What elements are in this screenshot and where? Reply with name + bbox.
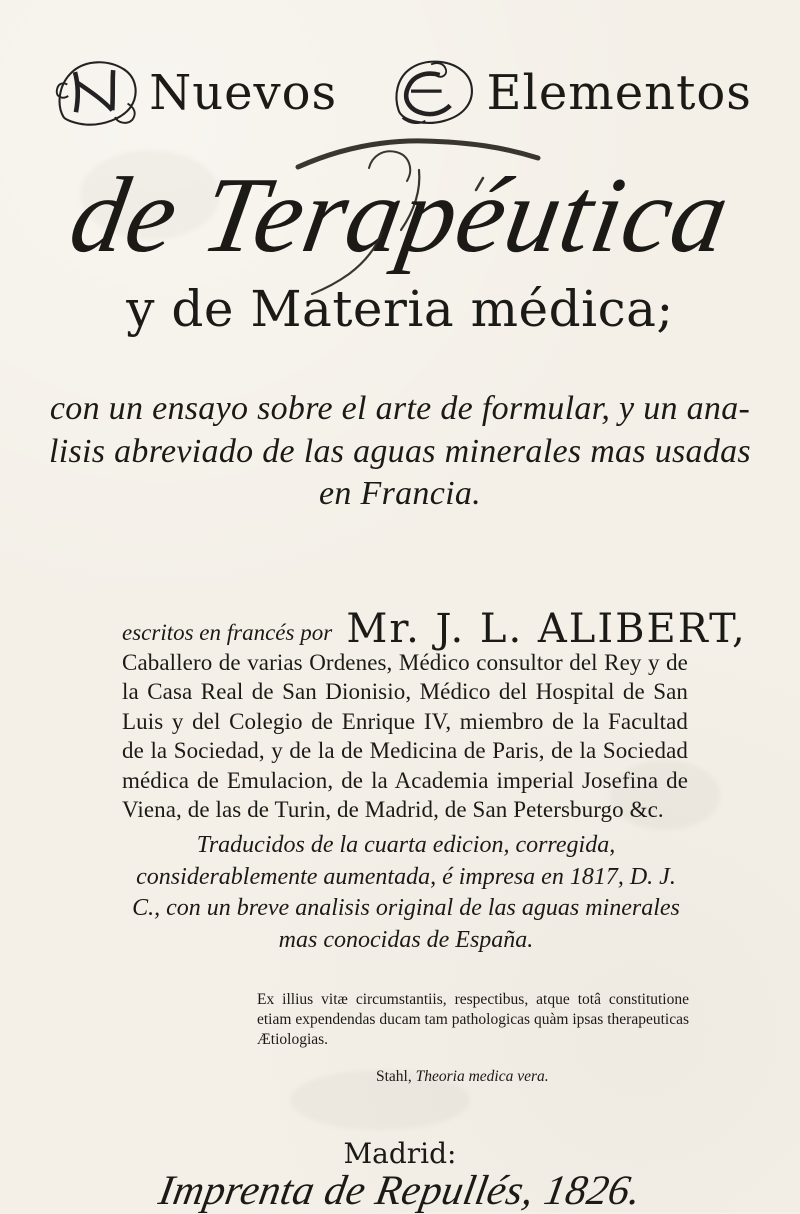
main-title-line-1 (0, 52, 800, 144)
ornate-initial-n-icon (48, 52, 144, 138)
author-description: Caballero de varias Ordenes, Médico consultor del Rey y de la Casa Real de San Dionisio, Médico del Hospital de San Luis y del Colegio de Enrique IV, miembro de la Facultad de la Sociedad, y de la de Medicina de Paris, de la Sociedad médica de Emulacion, de la Academia imperial Josefina de Viena, de las de Turin, de Madrid, de San Petersburgo &c. (122, 650, 688, 823)
translation-note: Traducidos de la cuarta edicion, corregida, considerablemente aumentada, é impresa en 1817, D. J. C., con un breve analisis original de las aguas minerales mas conocidas de España. (132, 832, 680, 954)
main-title-line-3: y de Materia médica; (126, 280, 674, 338)
main-title-line-2: de Terapéutica (62, 156, 739, 275)
epigraph-author: Stahl, (376, 1068, 412, 1085)
imprint-place: Madrid: (343, 1137, 457, 1170)
title-word-nuevos: Nuevos (149, 65, 338, 121)
imprint-printer: Imprenta de Repullés, 1826. (155, 1168, 645, 1214)
epigraph-work: Theoria medica vera. (415, 1068, 549, 1085)
latin-epigraph: Ex illius vitæ circumstantiis, respectibus, atque totâ constitutione etiam expendendas ducam tam pathologicas quàm ipsas therapeuticas Ætiologias. (257, 991, 689, 1048)
subtitle-line-3: en Francia. (319, 475, 481, 512)
subtitle-line-1: con un ensayo sobre el arte de formular, y un ana- (49, 390, 751, 427)
ornate-initial-e-icon (385, 52, 481, 138)
title-word-elementos: Elementos (486, 65, 752, 121)
epigraph-source (376, 1068, 696, 1087)
subtitle-block (0, 388, 800, 516)
author-name: Mr. J. L. ALIBERT, (346, 606, 747, 652)
author-lead: escritos en francés por (122, 620, 333, 645)
subtitle-line-2: lisis abreviado de las aguas minerales mas usadas (49, 432, 751, 470)
